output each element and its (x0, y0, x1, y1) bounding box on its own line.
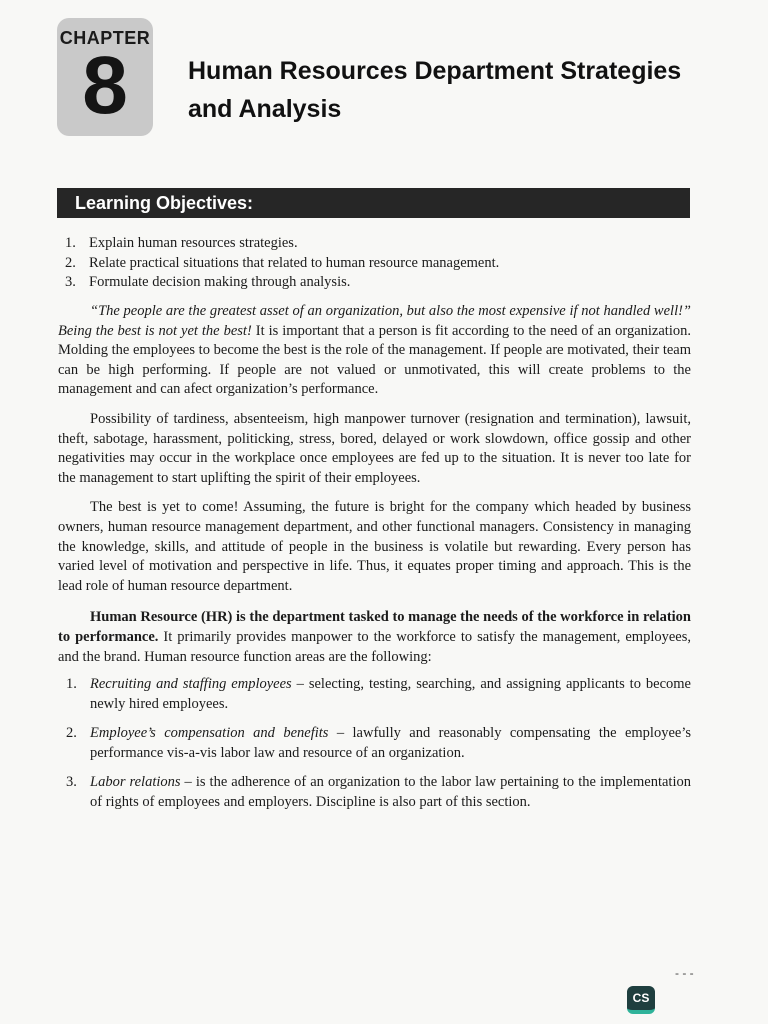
paragraph-negativities: Possibility of tardiness, absenteeism, high manpower turnover (resignation and termination), lawsuit, theft, sabotage, harassment, politicking, stress, bored, delayed or work slowdown, office gossip and other negativities may occur in the workplace once employees are fed up to the situation. It is never too late for the management to start uplifting the spirit of their employees. (58, 410, 691, 486)
chapter-number: 8 (82, 40, 128, 131)
chapter-label: CHAPTER (59, 28, 151, 48)
hr-function-item (66, 773, 691, 812)
function-term: Labor relations (90, 774, 181, 791)
objective-text: Explain human resources strategies. (89, 235, 298, 251)
objective-item (65, 273, 695, 293)
hr-function-item (66, 675, 691, 714)
body-text (58, 302, 691, 823)
function-term: Recruiting and staffing employees (90, 676, 292, 693)
objective-item (65, 254, 695, 274)
function-term: Employee’s compensation and benefits (90, 725, 329, 742)
hr-function-item (66, 724, 691, 763)
objective-item (65, 234, 695, 254)
quote-text: “The people are the greatest asset of an organization, but also the most expensive if not handled well!” Being the best is not yet the best! (58, 303, 691, 339)
function-text (90, 773, 691, 812)
hr-definition-bold: Human Resource (HR) is the department tasked to manage the needs of the workforce in relation to performance. (58, 609, 691, 645)
chapter-badge (57, 18, 153, 136)
objective-number: 2. (65, 254, 76, 271)
chapter-title: Human Resources Department Strategies and Analysis (188, 57, 682, 123)
objective-number: 1. (65, 235, 76, 251)
paragraph-text: It primarily provides manpower to the workforce to satisfy the management, employees, and the brand. Human resource function areas are the following: (58, 628, 692, 665)
learning-objectives-list (65, 234, 695, 293)
hr-functions-list (58, 675, 691, 813)
function-text (90, 675, 691, 714)
function-number: 1. (66, 676, 77, 693)
page-dash: - - - (675, 966, 694, 980)
objective-text: Relate practical situations that related to human resource management. (89, 254, 500, 271)
function-text (90, 724, 691, 763)
function-desc: – selecting, testing, searching, and assigning applicants to become newly hired employees. (90, 676, 691, 712)
paragraph-intro (58, 302, 691, 400)
paragraph-text: It is important that a person is fit according to the need of an organization. Molding the employees to become the best is the role of the management. If people are motivated, their team can be high performing. If people are not valued or unmotivated, this will create problems to the management and can afect organization’s performance. (58, 322, 691, 398)
paragraph-hr-definition (58, 608, 691, 667)
function-desc: – is the adherence of an organization to the labor law pertaining to the implementation of rights of employees and employers. Discipline is also part of this section. (90, 774, 691, 811)
objective-text: Formulate decision making through analysis. (89, 274, 351, 290)
learning-objectives-heading: Learning Objectives: (75, 193, 254, 213)
objective-number: 3. (65, 274, 76, 290)
learning-objectives-banner (57, 188, 690, 218)
function-desc: – lawfully and reasonably compensating the employee’s performance vis-a-vis labor law and resource of an organization. (90, 725, 691, 761)
function-number: 3. (66, 774, 77, 791)
function-number: 2. (66, 725, 77, 742)
camscanner-logo-icon: CS (627, 986, 655, 1014)
paragraph-best-yet: The best is yet to come! Assuming, the future is bright for the company which headed by business owners, human resource management department, and other functional managers. Consistency in managing the knowledge, skills, and attitude of people in the business is volatile but rewarding. Every person has varied level of motivation and perspective in life. Thus, it equates proper timing and approach. This is the lead role of human resource department. (58, 499, 691, 594)
